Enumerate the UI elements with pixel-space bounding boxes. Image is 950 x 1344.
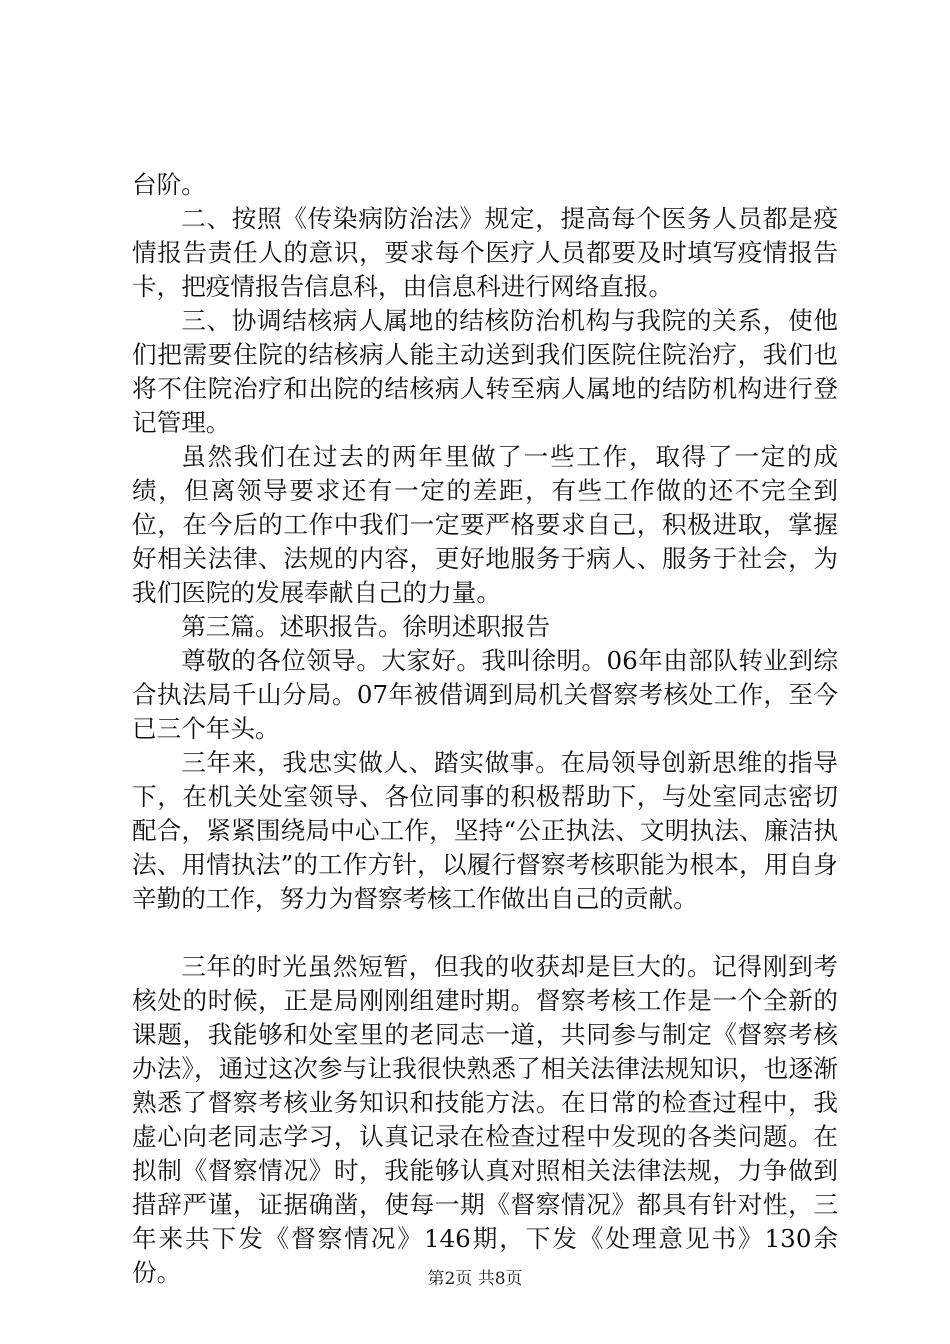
- paragraph-greeting: 尊敬的各位领导。大家好。我叫徐明。06年由部队转业到综合执法局千山分局。07年被借调到局机关督察考核处工作，至今已三个年头。: [132, 646, 838, 743]
- paragraph-summary: 虽然我们在过去的两年里做了一些工作，取得了一定的成绩，但离领导要求还有一定的差距，有些工作做的还不完全到位，在今后的工作中我们一定要严格要求自己，积极进取，掌握好相关法律、法规的内容，更好地服务于病人、服务于社会，为我们医院的发展奉献自己的力量。: [132, 442, 838, 607]
- paragraph-item-three: 三、协调结核病人属地的结核防治机构与我院的关系，使他们把需要住院的结核病人能主动送到我们医院住院治疗，我们也将不住院治疗和出院的结核病人转至病人属地的结防机构进行登记管理。: [132, 306, 838, 437]
- page-number-footer: 第2页 共8页: [427, 1269, 523, 1289]
- paragraph-continuation: 台阶。: [132, 170, 206, 199]
- document-body: [132, 168, 838, 1290]
- paragraph-item-two: 二、按照《传染病防治法》规定，提高每个医务人员都是疫情报告责任人的意识，要求每个医疗人员都要及时填写疫情报告卡，把疫情报告信息科，由信息科进行网络直报。: [132, 204, 838, 301]
- paragraph-three-years: 三年来，我忠实做人、踏实做事。在局领导创新思维的指导下，在机关处室领导、各位同事的积极帮助下，与处室同志密切配合，紧紧围绕局中心工作，坚持“公正执法、文明执法、廉洁执法、用情执法”的工作方针，以履行督察考核职能为根本，用自身辛勤的工作，努力为督察考核工作做出自己的贡献。: [132, 748, 838, 913]
- section-heading: 第三篇。述职报告。徐明述职报告: [181, 612, 551, 641]
- paragraph-achievements: 三年的时光虽然短暂，但我的收获却是巨大的。记得刚到考核处的时候，正是局刚刚组建时期。督察考核工作是一个全新的课题，我能够和处室里的老同志一道，共同参与制定《督察考核办法》，通过这次参与让我很快熟悉了相关法律法规知识，也逐渐熟悉了督察考核业务知识和技能方法。在日常的检查过程中，我虚心向老同志学习，认真记录在检查过程中发现的各类问题。在拟制《督察情况》时，我能够认真对照相关法律法规，力争做到措辞严谨，证据确凿，使每一期《督察情况》都具有针对性，三年来共下发《督察情况》146期，下发《处理意见书》130余份。: [132, 952, 838, 1287]
